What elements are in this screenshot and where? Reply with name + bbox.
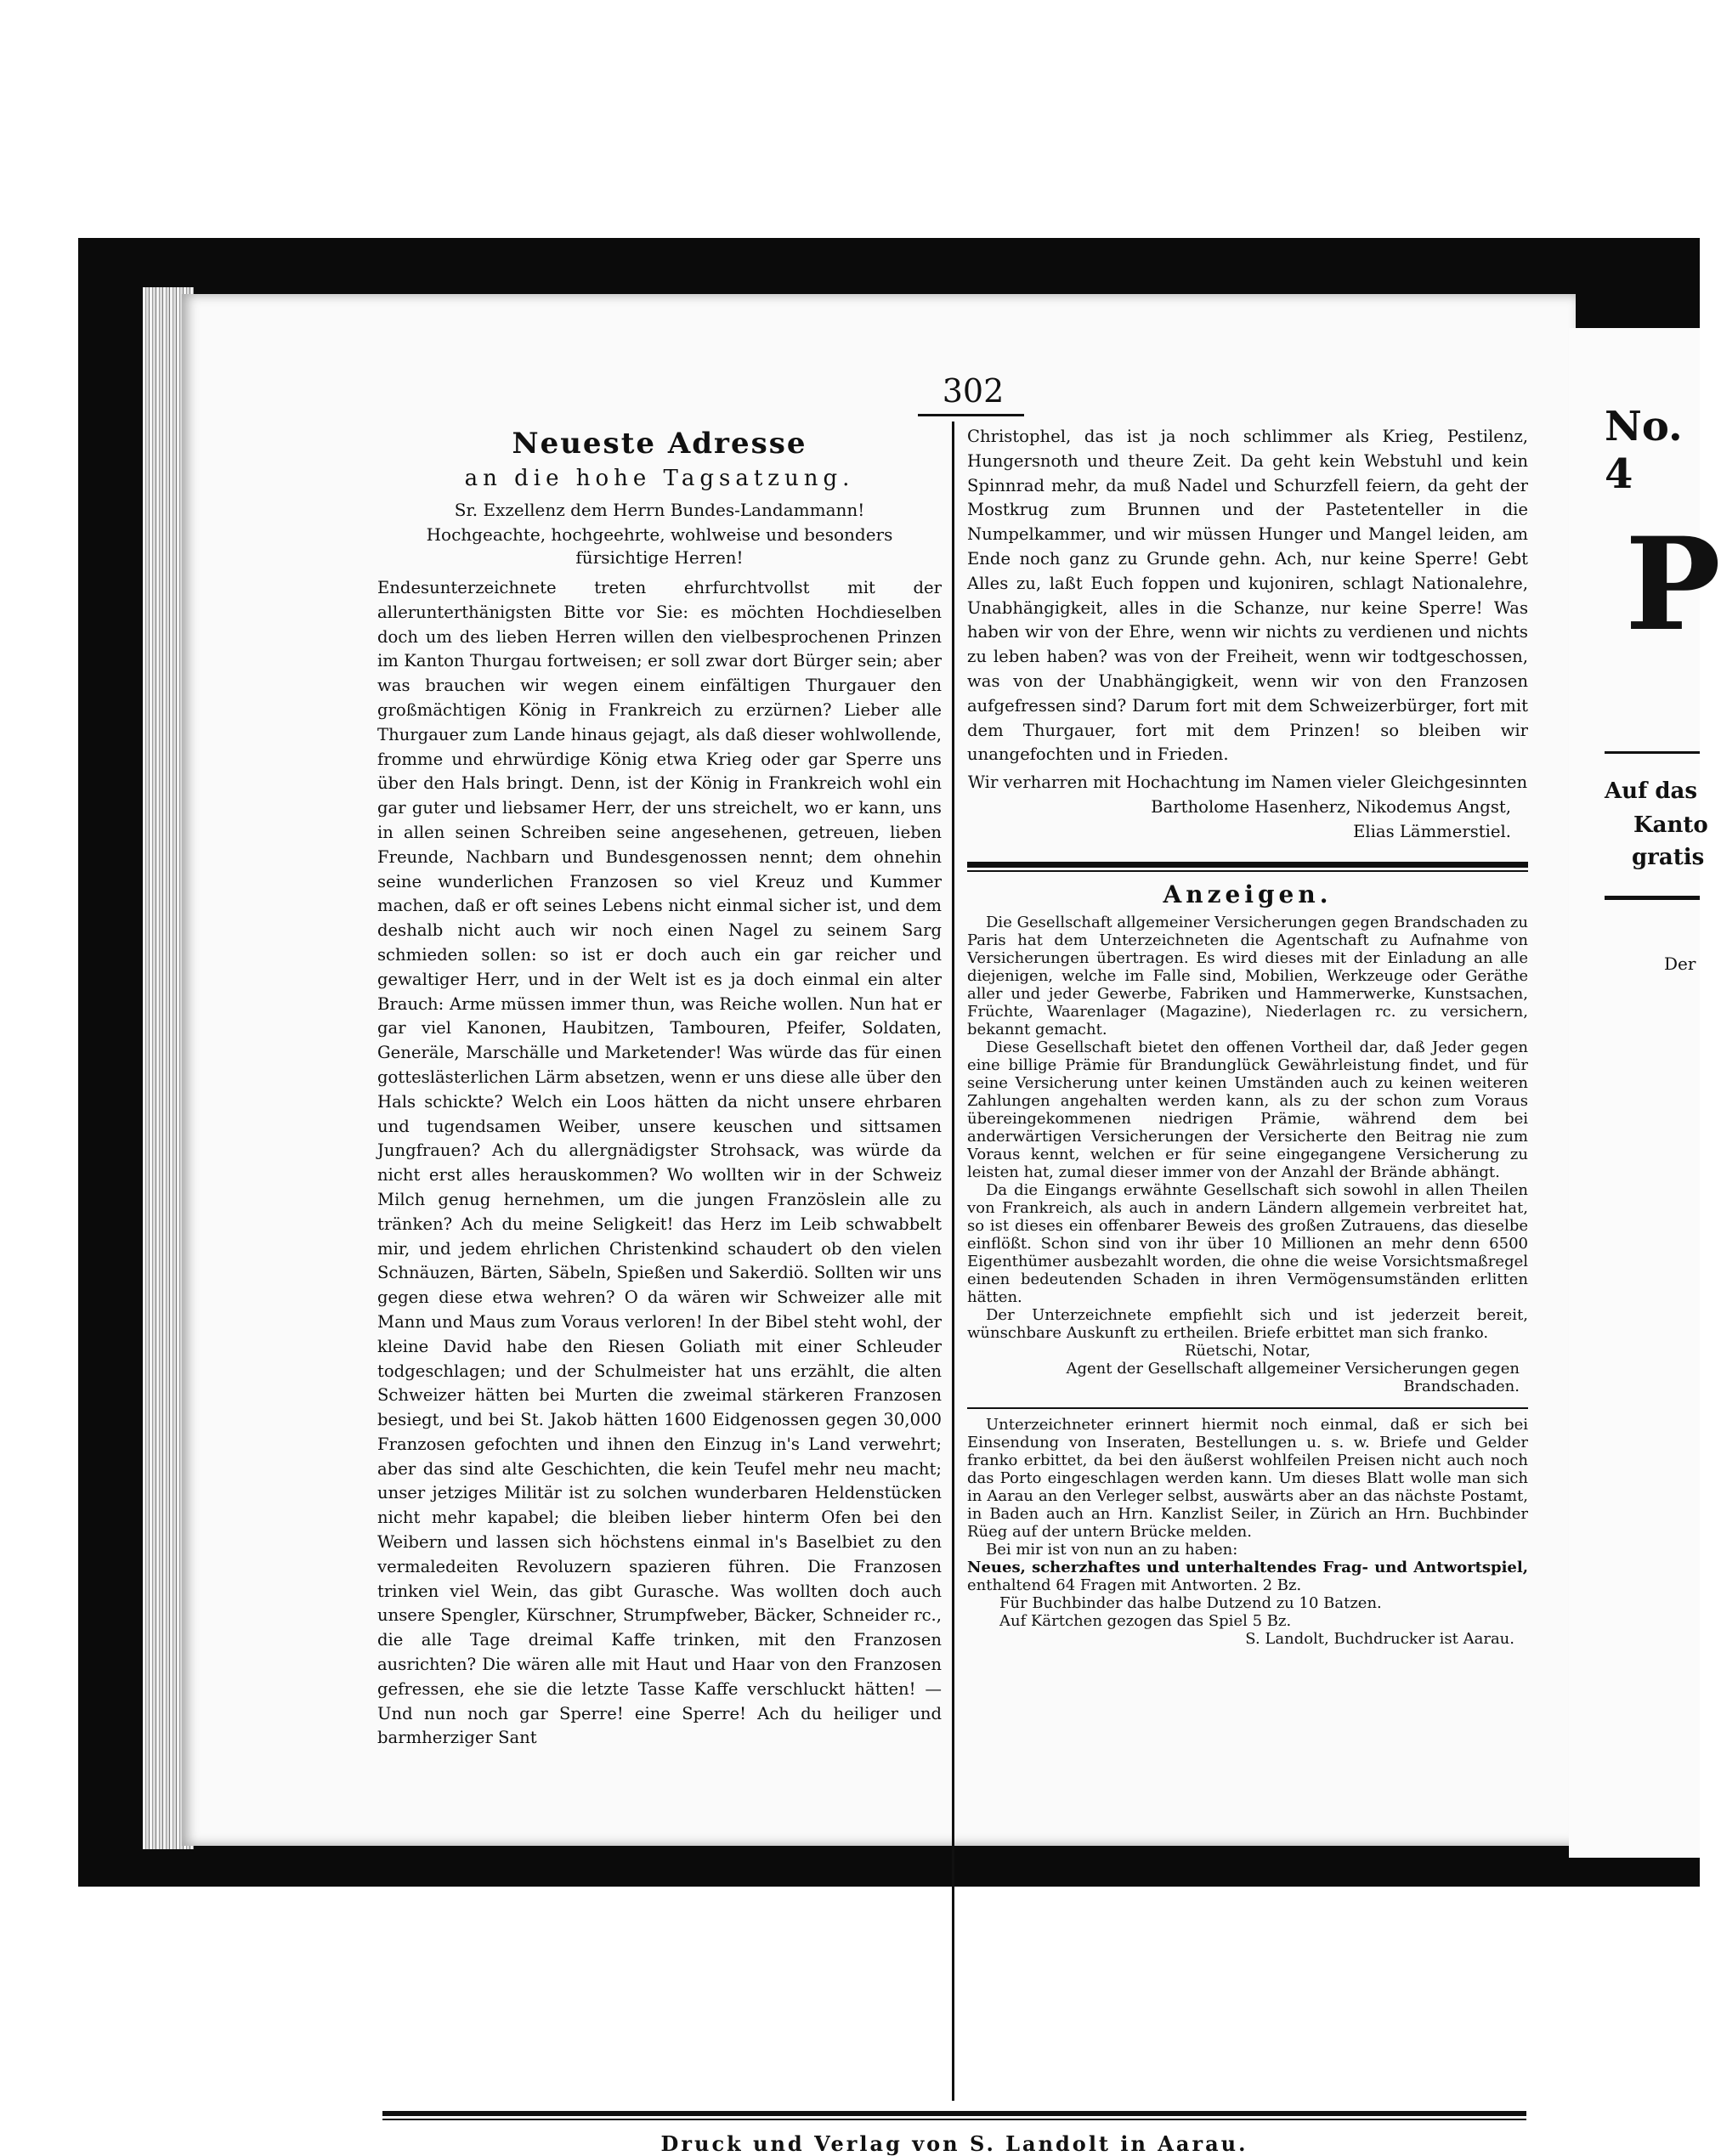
- notice-offer-detail: enthaltend 64 Fragen mit Antworten. 2 Bz.: [967, 1576, 1302, 1594]
- page-number: 302: [942, 372, 1005, 410]
- ads-heading: Anzeigen.: [1163, 880, 1333, 908]
- footer-rule: [382, 2111, 1526, 2116]
- ad-paragraph: Diese Gesellschaft bietet den offenen Vortheil dar, daß Jeder gegen eine billige Prämie für Brandunglück Gewährleistung findet, und für seine Versicherung unter keinen Umständen auch zu keinen weiteren Zahlungen angehalten werden kann, als zu der schon zum Voraus übereingekommenen niedrigen Prämie, während dem bei anderwärtigen Versicherungen der Versicherte den Beitrag nie zum Voraus kennt, welchen er für seine eingegangene Versicherung zu leisten hat, zumal dieser immer von der Anzahl der Brände abhängt.: [967, 1038, 1528, 1181]
- article-headline: Neueste Adresse: [512, 427, 807, 461]
- footer-rule: [382, 2119, 1526, 2120]
- notice-offer-intro: Bei mir ist von nun an zu haben:: [986, 1540, 1238, 1559]
- notice-signature: S. Landolt, Buchdrucker ist Aarau.: [1245, 1629, 1514, 1648]
- ad-paragraph: Da die Eingangs erwähnte Gesellschaft sich sowohl in allen Theilen von Frankreich, als auch in andern Ländern allgemein verbreitet hat, so ist dieses ein offenbarer Beweis des großen Zutrauens, das dieselbe einflößt. Schon sind von ihr über 10 Millionen an mehr denn 6500 Eigenthümer ausbezahlt worden, die ohne die weise Vorsichtsmaßregel einen bedeutenden Schaden in ihren Vermögensumständen erlitten hätten.: [967, 1180, 1528, 1306]
- ad-paragraph: Die Gesellschaft allgemeiner Versicherungen gegen Brandschaden zu Paris hat dem Unterzeichneten die Agentschaft zu Aufnahme von Versicherungen übertragen. Es wird dieses mit der Einladung an alle diejenigen, welche im Falle sind, Mobilien, Werkzeuge oder Geräthe aller und jeder Gewerbe, Fabriken und Hammerwerke, Kunstsachen, Früchte, Waarenlager (Magazine), Niederlagen rc. zu versichern, bekannt gemacht.: [967, 913, 1528, 1038]
- column-divider: [952, 422, 954, 2101]
- next-page-number: No. 4: [1605, 403, 1683, 498]
- notice-offer-line: Auf Kärtchen gezogen das Spiel 5 Bz.: [999, 1611, 1292, 1630]
- right-column: [967, 425, 1528, 1649]
- next-page-line: Auf das: [1605, 778, 1697, 804]
- article-body-right: Christophel, das ist ja noch schlimmer als Krieg, Pestilenz, Hungersnoth und theure Zeit. Da geht kein Webstuhl und kein Spinnrad mehr, da muß Nadel und Schurzfell feiern, da geht der Mostkrug zum Brunnen und der Pastetenteller in die Numpelkammer, und wir müssen Hunger und Mangel leiden, am Ende noch ganz zu Grunde gehn. Ach, nur keine Sperre! Gebt Alles zu, laßt Euch foppen und kujoniren, schlagt Nationalehre, Unabhängigkeit, alles in die Schanze, nur keine Sperre! Was haben wir von der Ehre, wenn wir nichts zu verdienen und nichts zu leben haben? was von der Freiheit, wenn wir todtgeschossen, was von der Unabhängigkeit, wenn wir von den Franzosen aufgefressen sind? Darum fort mit dem Schweizerbürger, fort mit dem Thurgauer, fort mit dem Prinzen! so bleiben wir unangefochten und in Frieden.: [967, 427, 1528, 765]
- section-rule: [967, 862, 1528, 868]
- article-closing: Wir verharren mit Hochachtung im Namen vieler Gleichgesinnten: [967, 772, 1528, 793]
- ad-paragraph: Der Unterzeichnete empfiehlt sich und ist jederzeit bereit, wünschbare Auskunft zu ertheilen. Briefe erbittet man sich franko.: [967, 1305, 1528, 1342]
- notice-rule: [967, 1407, 1528, 1409]
- article-salutation: Sr. Exzellenz dem Herrn Bundes-Landammann!: [454, 500, 865, 520]
- ad-signature-role: Agent der Gesellschaft allgemeiner Versicherungen gegen Brandschaden.: [1066, 1359, 1520, 1395]
- article-body-left: Endesunterzeichnete treten ehrfurchtvollst mit der allerunterthänigsten Bitte vor Sie: es möchten Hochdieselben doch um des lieben Herren willen den vielbesprochenen Prinzen im Kanton Thurgau fortweisen; er soll zwar dort Bürger sein; aber was brauchen wir wegen einem einfältigen Thurgauer den großmächtigen König in Frankreich zu erzürnen? Lieber alle Thurgauer zum Lande hinaus gejagt, als daß dieser wohlwollende, fromme und ehrwürdige König etwa Krieg oder gar Sperre uns über den Hals bringt. Denn, ist der König in Frankreich wohl ein gar guter und liebsamer Herr, der uns streichelt, wo er kann, uns in allen seinen Schreiben seine angesehenen, getreuen, lieben Freunde, Nachbarn und Bundesgenossen nennt; dem ohnehin seine wunderlichen Franzosen so viel Kreuz und Kummer machen, daß er oft seines Lebens nicht einmal sicher ist, und dem deshalb nicht auch wir noch einen Nagel zu seinem Sarg schmieden sollen: so ist er doch auch ein gar reicher und gewaltiger Herr, und in der Welt ist es ja doch einmal ein alter Brauch: Arme müssen immer thun, was Reiche wollen. Nun hat er gar viel Kanonen, Haubitzen, Tambouren, Pfeifer, Soldaten, Generäle, Marschälle und Marketender! Was würde das für einen gotteslästerlichen Lärm absetzen, wenn er uns diese alle über den Hals schickte? Welch ein Loos hätten da nicht unsere ehrbaren und tugendsamen Weiber, unsere keuschen und sittsamen Jungfrauen? Ach du allergnädigster Strohsack, was würde da nicht erst alles herauskommen? Wo wollten wir in der Schweiz Milch genug hernehmen, um die jungen Französlein alle zu tränken? Ach du meine Seligkeit! das Herz im Leib schwabbelt mir, und jedem ehrlichen Christenkind schaudert ob den vielen Schnäuzen, Bärten, Säbeln, Spießen und Sakerdiö. Sollten wir uns gegen diese etwa wehren? O da wären wir Schweizer alle mit Mann und Maus zum Voraus verloren! In der Bibel steht wohl, der kleine David habe den Riesen Goliath mit einer Schleuder todgeschlagen; und der Schulmeister hat uns erzählt, die alten Schweizer hätten bei Murten die zweimal stärkeren Franzosen besiegt, und bei St. Jakob hätten 1600 Eidgenossen gegen 30,000 Franzosen gefochten und ihnen den Einzug in's Land verwehrt; aber das sind alte Geschichten, die kein Teufel mehr neu macht; unser jetziges Militär ist zu solchen wunderbaren Heldenstücken nicht mehr kapabel; die bleiben lieber hinterm Ofen bei den Weibern und lassen sich höchstens einmal in's Baselbiet zu den vermaledeiten Revoluzern spazieren führen. Die Franzosen trinken viel Wein, das gibt Gurasche. Was wollten doch auch unsere Spengler, Kürschner, Strumpfweber, Bäcker, Schneider rc., die alle Tage dreimal Kaffe trinken, mit den Franzosen ausrichten? Die wären alle mit Haut und Haar von den Franzosen gefressen, ehe sie die letzte Tasse Kaffe verschluckt hätten! — Und nun noch gar Sperre! eine Sperre! Ach du heiliger und barmherziger Sant: [377, 578, 942, 1748]
- next-page-rule: [1605, 896, 1700, 900]
- notice-offer-title: Neues, scherzhaftes und unterhaltendes Frag- und Antwortspiel,: [967, 1558, 1528, 1576]
- article-signature: Elias Lämmerstiel.: [1353, 821, 1511, 841]
- ad-signature-name: Rüetschi, Notar,: [1184, 1341, 1311, 1360]
- next-page-line: gratis: [1632, 845, 1705, 870]
- page-number-rule: [918, 414, 1024, 416]
- article-signature: Bartholome Hasenherz, Nikodemus Angst,: [1151, 796, 1511, 817]
- next-page-masthead-letter: P: [1625, 510, 1721, 659]
- article-salutation-2: Hochgeachte, hochgeehrte, wohlweise und besonders fürsichtige Herren!: [426, 524, 893, 568]
- article-subheadline: an die hohe Tagsatzung.: [464, 466, 855, 491]
- next-page-rule: [1605, 751, 1700, 754]
- imprint: Druck und Verlag von S. Landolt in Aarau.: [660, 2131, 1248, 2156]
- next-page-line: Kanto: [1633, 812, 1708, 838]
- notice-offer-line: Für Buchbinder das halbe Dutzend zu 10 Batzen.: [999, 1593, 1382, 1612]
- next-page-line: Der: [1664, 954, 1696, 974]
- article-column: [377, 425, 942, 1751]
- notice-text: Unterzeichneter erinnert hiermit noch einmal, daß er sich bei Einsendung von Inseraten, Bestellungen u. s. w. Briefe und Gelder franko erbittet, da bei den äußerst wohlfeilen Preisen nicht auch noch das Porto eingeschlagen werden kann. Um dieses Blatt wolle man sich in Aarau an den Verleger selbst, auswärts aber an das nächste Postamt, in Baden auch an Hrn. Kanzlist Seiler, in Zürich an Hrn. Buchbinder Rüeg auf der untern Brücke melden.: [967, 1415, 1528, 1541]
- section-rule: [967, 870, 1528, 872]
